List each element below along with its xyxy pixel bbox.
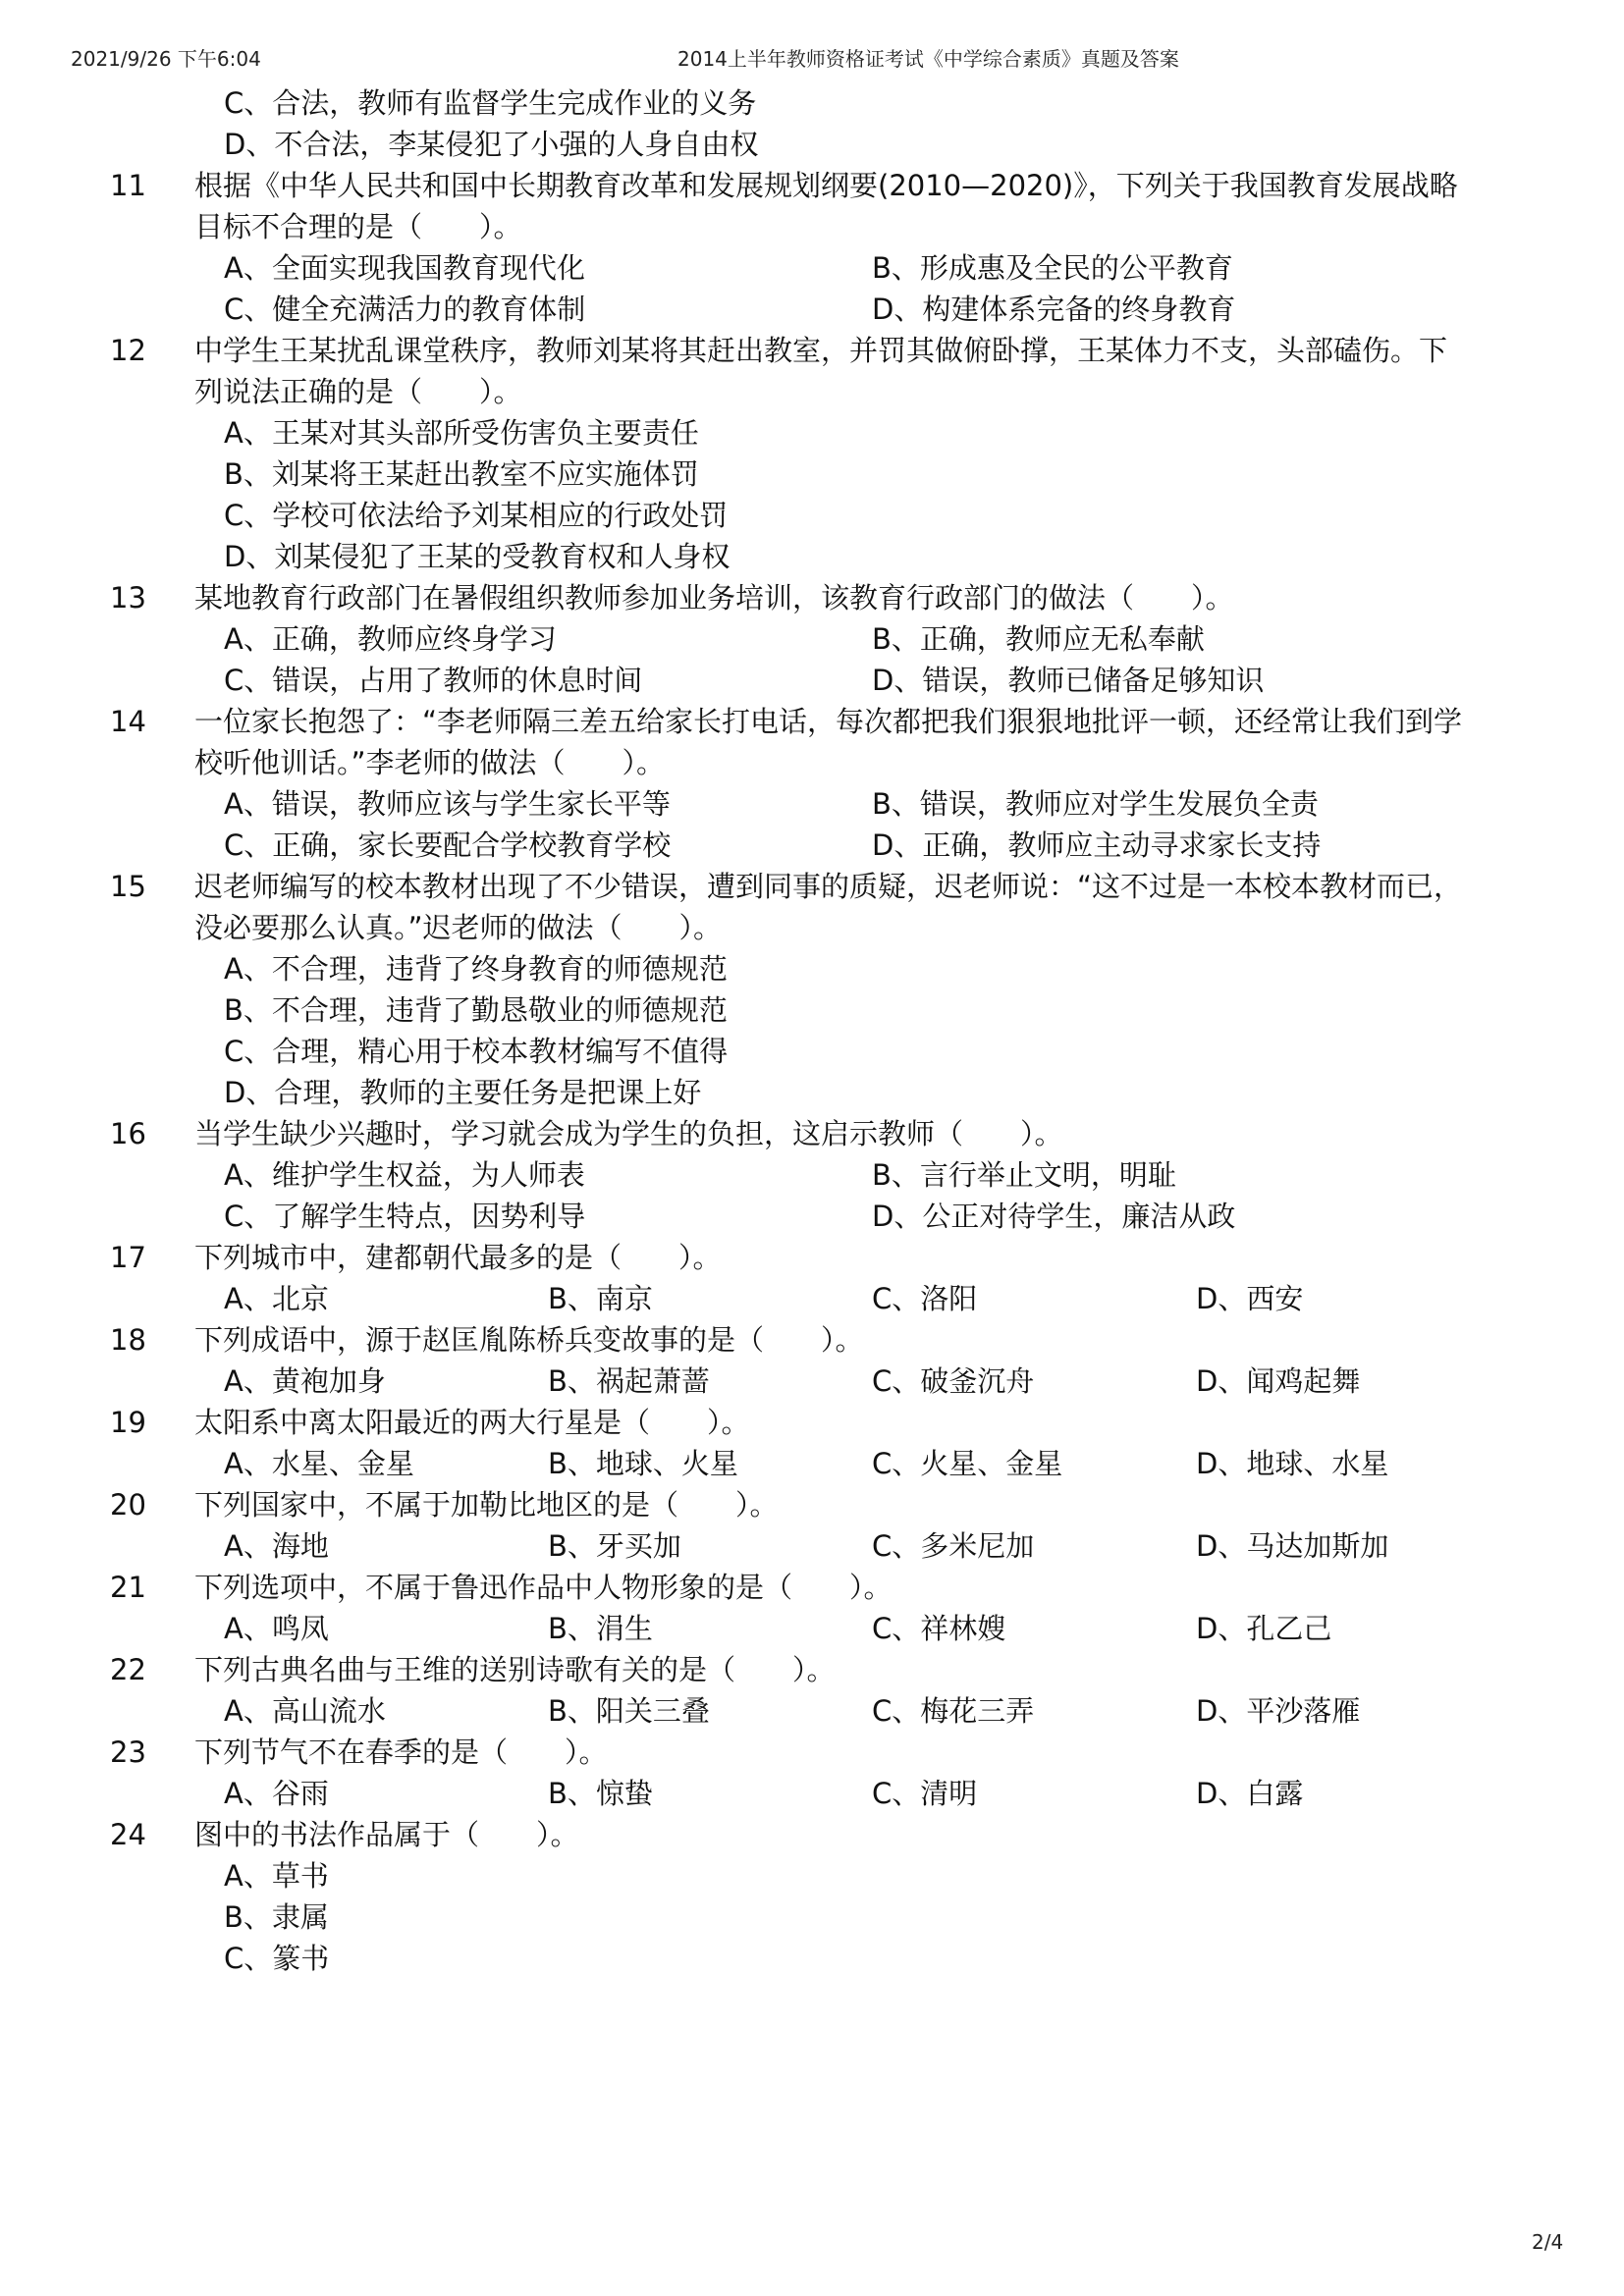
- question-number: 15: [110, 870, 146, 903]
- option: C、合法，教师有监督学生完成作业的义务: [224, 86, 757, 120]
- option-row: [0, 1361, 1624, 1402]
- option-d: D、正确，教师应主动寻求家长支持: [872, 828, 1322, 862]
- option-row: [0, 1072, 1624, 1113]
- option-row: [0, 989, 1624, 1031]
- question-number: 22: [110, 1653, 146, 1686]
- question-22: [0, 1649, 1624, 1690]
- option-row: [0, 1525, 1624, 1567]
- option-row: [0, 1608, 1624, 1649]
- option-row: [0, 82, 1624, 124]
- question-text: 当学生缺少兴趣时，学习就会成为学生的负担，这启示教师（ ）。: [194, 1117, 1063, 1150]
- option-row: [0, 495, 1624, 536]
- question-11: [0, 165, 1624, 206]
- option-a: A、维护学生权益，为人师表: [224, 1158, 585, 1192]
- option-row: [0, 948, 1624, 989]
- option-d: D、闻鸡起舞: [1196, 1364, 1361, 1398]
- option-a: A、草书: [224, 1859, 329, 1893]
- option-b: B、牙买加: [548, 1529, 681, 1563]
- option-c: C、健全充满活力的教育体制: [224, 293, 586, 326]
- option-c: C、篆书: [224, 1942, 330, 1975]
- option-a: A、全面实现我国教育现代化: [224, 251, 585, 285]
- option-d: D、平沙落雁: [1196, 1694, 1361, 1728]
- option-c: C、梅花三弄: [872, 1694, 1035, 1728]
- option-d: D、错误，教师已储备足够知识: [872, 664, 1265, 697]
- option-b: B、形成惠及全民的公平教育: [872, 251, 1233, 285]
- option-b: B、正确，教师应无私奉献: [872, 622, 1205, 656]
- option-c: C、火星、金星: [872, 1447, 1063, 1480]
- option-b: B、惊蛰: [548, 1777, 653, 1810]
- option-row: [0, 1443, 1624, 1484]
- question-text: 下列国家中，不属于加勒比地区的是（ ）。: [194, 1488, 779, 1522]
- option-row: [0, 247, 1624, 289]
- option-a: A、高山流水: [224, 1694, 386, 1728]
- question-number: 14: [110, 705, 146, 738]
- question-text: 下列古典名曲与王维的送别诗歌有关的是（ ）。: [194, 1653, 836, 1686]
- question-text: 中学生王某扰乱课堂秩序，教师刘某将其赶出教室，并罚其做俯卧撑，王某体力不支，头部磕伤。下: [194, 334, 1448, 367]
- question-text: 下列选项中，不属于鲁迅作品中人物形象的是（ ）。: [194, 1571, 893, 1604]
- option-a: A、正确，教师应终身学习: [224, 622, 557, 656]
- option-a: A、不合理，违背了终身教育的师德规范: [224, 952, 728, 986]
- header-datetime: 2021/9/26 下午6:04: [71, 47, 261, 71]
- question-number: 18: [110, 1323, 146, 1357]
- option-c: C、学校可依法给予刘某相应的行政处罚: [224, 499, 729, 532]
- option-c: C、洛阳: [872, 1282, 978, 1315]
- question-number: 17: [110, 1241, 146, 1274]
- option-row: [0, 1896, 1624, 1938]
- option-c: C、合理，精心用于校本教材编写不值得: [224, 1035, 729, 1068]
- option-b: B、隶属: [224, 1900, 329, 1934]
- option-b: B、地球、火星: [548, 1447, 738, 1480]
- question-21: [0, 1567, 1624, 1608]
- question-number: 23: [110, 1735, 146, 1769]
- option-row: [0, 454, 1624, 495]
- question-number: 20: [110, 1488, 146, 1522]
- question-text-continued: 没必要那么认真。”迟老师的做法（ ）。: [194, 911, 723, 944]
- question-number: 11: [110, 169, 146, 202]
- option-b: B、南京: [548, 1282, 653, 1315]
- option-c: C、错误，占用了教师的休息时间: [224, 664, 643, 697]
- option-d: D、构建体系完备的终身教育: [872, 293, 1236, 326]
- option-c: C、破釜沉舟: [872, 1364, 1035, 1398]
- question-text: 迟老师编写的校本教材出现了不少错误，遭到同事的质疑，迟老师说：“这不过是一本校本教材而已，: [194, 870, 1463, 903]
- question-text-line: [0, 907, 1624, 948]
- question-text: 某地教育行政部门在暑假组织教师参加业务培训，该教育行政部门的做法（ ）。: [194, 581, 1234, 614]
- option-c: C、多米尼加: [872, 1529, 1035, 1563]
- option-c: C、正确，家长要配合学校教育学校: [224, 828, 672, 862]
- option-b: B、祸起萧蔷: [548, 1364, 710, 1398]
- option-row: [0, 660, 1624, 701]
- question-text: 下列城市中，建都朝代最多的是（ ）。: [194, 1241, 722, 1274]
- option-b: B、刘某将王某赶出教室不应实施体罚: [224, 457, 699, 491]
- option-b: B、错误，教师应对学生发展负全责: [872, 787, 1319, 821]
- question-text: 根据《中华人民共和国中长期教育改革和发展规划纲要(2010—2020)》，下列关于我国教育发展战略: [194, 169, 1458, 202]
- option-b: B、涓生: [548, 1612, 653, 1645]
- option-b: B、阳关三叠: [548, 1694, 710, 1728]
- option-row: [0, 1938, 1624, 1979]
- question-text-continued: 列说法正确的是（ ）。: [194, 375, 522, 408]
- option-d: D、白露: [1196, 1777, 1304, 1810]
- option-row: [0, 825, 1624, 866]
- question-text-line: [0, 206, 1624, 247]
- question-number: 24: [110, 1818, 146, 1851]
- option-c: C、了解学生特点，因势利导: [224, 1200, 586, 1233]
- question-text: 下列成语中，源于赵匡胤陈桥兵变故事的是（ ）。: [194, 1323, 864, 1357]
- question-text-line: [0, 742, 1624, 783]
- question-number: 12: [110, 334, 146, 367]
- question-20: [0, 1484, 1624, 1525]
- question-text-line: [0, 371, 1624, 412]
- option-a: A、谷雨: [224, 1777, 329, 1810]
- question-text: 图中的书法作品属于（ ）。: [194, 1818, 579, 1851]
- option-row: [0, 1690, 1624, 1732]
- option-d: D、合理，教师的主要任务是把课上好: [224, 1076, 702, 1109]
- option-d: D、孔乙己: [1196, 1612, 1332, 1645]
- question-24: [0, 1814, 1624, 1855]
- question-19: [0, 1402, 1624, 1443]
- question-number: 19: [110, 1406, 146, 1439]
- option-row: [0, 1154, 1624, 1196]
- option-a: A、错误，教师应该与学生家长平等: [224, 787, 671, 821]
- question-text-continued: 校听他训话。”李老师的做法（ ）。: [194, 746, 666, 779]
- option: D、不合法，李某侵犯了小强的人身自由权: [224, 128, 759, 161]
- option-row: [0, 124, 1624, 165]
- option-a: A、海地: [224, 1529, 329, 1563]
- option-row: [0, 289, 1624, 330]
- option-a: A、黄袍加身: [224, 1364, 386, 1398]
- option-row: [0, 412, 1624, 454]
- question-23: [0, 1732, 1624, 1773]
- question-number: 16: [110, 1117, 146, 1150]
- question-text: 太阳系中离太阳最近的两大行星是（ ）。: [194, 1406, 750, 1439]
- option-b: B、不合理，违背了勤恳敬业的师德规范: [224, 993, 728, 1027]
- option-a: A、水星、金星: [224, 1447, 414, 1480]
- question-number: 13: [110, 581, 146, 614]
- option-row: [0, 618, 1624, 660]
- option-row: [0, 1031, 1624, 1072]
- option-d: D、刘某侵犯了王某的受教育权和人身权: [224, 540, 731, 573]
- option-row: [0, 1278, 1624, 1319]
- option-c: C、清明: [872, 1777, 978, 1810]
- option-row: [0, 783, 1624, 825]
- option-row: [0, 1855, 1624, 1896]
- question-17: [0, 1237, 1624, 1278]
- question-18: [0, 1319, 1624, 1361]
- option-row: [0, 1773, 1624, 1814]
- option-d: D、公正对待学生，廉洁从政: [872, 1200, 1236, 1233]
- question-16: [0, 1113, 1624, 1154]
- option-a: A、北京: [224, 1282, 329, 1315]
- option-row: [0, 1196, 1624, 1237]
- question-13: [0, 577, 1624, 618]
- question-list: [0, 82, 1624, 1979]
- question-number: 21: [110, 1571, 146, 1604]
- option-row: [0, 536, 1624, 577]
- option-c: C、祥林嫂: [872, 1612, 1006, 1645]
- option-d: D、马达加斯加: [1196, 1529, 1389, 1563]
- option-a: A、王某对其头部所受伤害负主要责任: [224, 416, 699, 450]
- option-d: D、西安: [1196, 1282, 1304, 1315]
- question-12: [0, 330, 1624, 371]
- page-number: 2/4: [1532, 2230, 1564, 2254]
- option-d: D、地球、水星: [1196, 1447, 1389, 1480]
- question-text: 一位家长抱怨了：“李老师隔三差五给家长打电话，每次都把我们狠狠地批评一顿，还经常让我们到学: [194, 705, 1463, 738]
- question-14: [0, 701, 1624, 742]
- option-a: A、鸣凤: [224, 1612, 329, 1645]
- question-15: [0, 866, 1624, 907]
- option-b: B、言行举止文明，明耻: [872, 1158, 1176, 1192]
- question-text-continued: 目标不合理的是（ ）。: [194, 210, 522, 243]
- header-title: 2014上半年教师资格证考试《中学综合素质》真题及答案: [677, 47, 1179, 71]
- question-text: 下列节气不在春季的是（ ）。: [194, 1735, 608, 1769]
